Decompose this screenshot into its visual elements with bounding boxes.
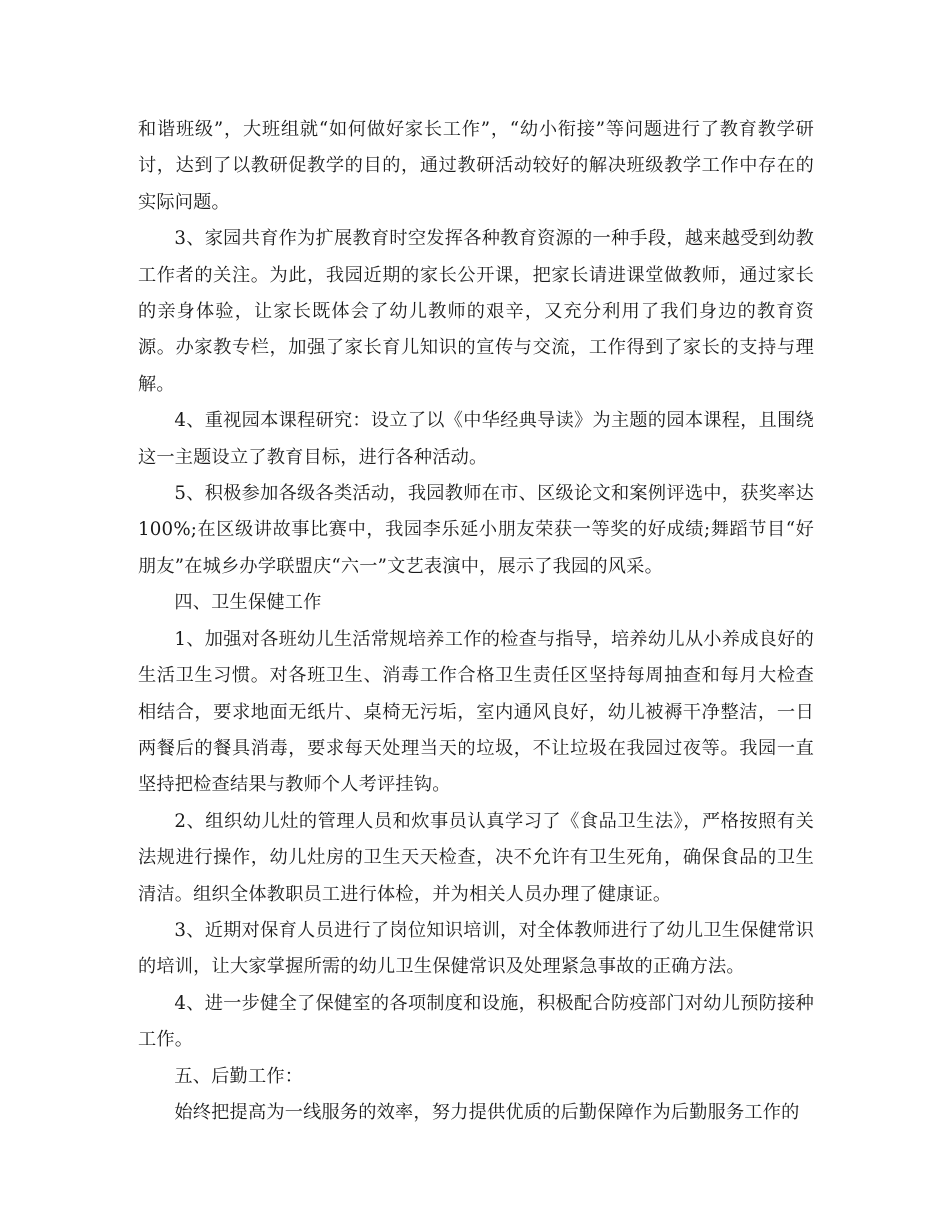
paragraph: 5、积极参加各级各类活动，我园教师在市、区级论文和案例评选中，获奖率达100%;在区级讲故事比赛中，我园李乐延小朋友荣获一等奖的好成绩;舞蹈节目“好朋友”在城乡办学联盟庆“六一”文艺表演中，展示了我园的风采。 bbox=[138, 483, 814, 577]
paragraph: 始终把提高为一线服务的效率，努力提供优质的后勤保障作为后勤服务工作的 bbox=[174, 1101, 800, 1123]
paragraph: 4、重视园本课程研究：设立了以《中华经典导读》为主题的园本课程，且围绕这一主题设立了教育目标，进行各种活动。 bbox=[138, 410, 814, 468]
paragraph: 1、加强对各班幼儿生活常规培养工作的检查与指导，培养幼儿从小养成良好的生活卫生习惯。对各班卫生、消毒工作合格卫生责任区坚持每周抽查和每月大检查相结合，要求地面无纸片、桌椅无污垢，室内通风良好，幼儿被褥干净整洁，一日两餐后的餐具消毒，要求每天处理当天的垃圾，不让垃圾在我园过夜等。我园一直坚持把检查结果与教师个人考评挂钩。 bbox=[138, 628, 814, 796]
paragraph: 2、组织幼儿灶的管理人员和炊事员认真学习了《食品卫生法》，严格按照有关法规进行操作，幼儿灶房的卫生天天检查，决不允许有卫生死角，确保食品的卫生清洁。组织全体教职员工进行体检，并为相关人员办理了健康证。 bbox=[138, 810, 814, 905]
paragraph: 3、家园共育作为扩展教育时空发挥各种教育资源的一种手段，越来越受到幼教工作者的关注。为此，我园近期的家长公开课，把家长请进课堂做教师，通过家长的亲身体验，让家长既体会了幼儿教师的艰辛，又充分利用了我们身边的教育资源。办家教专栏，加强了家长育儿知识的宣传与交流，工作得到了家长的支持与理解。 bbox=[138, 228, 814, 395]
paragraph: 3、近期对保育人员进行了岗位知识培训，对全体教师进行了幼儿卫生保健常识的培训，让大家掌握所需的幼儿卫生保健常识及处理紧急事故的正确方法。 bbox=[138, 919, 814, 978]
paragraph: 和谐班级”，大班组就“如何做好家长工作”，“幼小衔接”等问题进行了教育教学研讨，达到了以教研促教学的目的，通过教研活动较好的解决班级教学工作中存在的实际问题。 bbox=[138, 119, 814, 213]
section-heading: 四、卫生保健工作 bbox=[174, 592, 322, 614]
section-heading: 五、后勤工作： bbox=[174, 1065, 304, 1087]
paragraph: 4、进一步健全了保健室的各项制度和设施，积极配合防疫部门对幼儿预防接种工作。 bbox=[138, 992, 814, 1051]
document-body bbox=[138, 112, 814, 1131]
